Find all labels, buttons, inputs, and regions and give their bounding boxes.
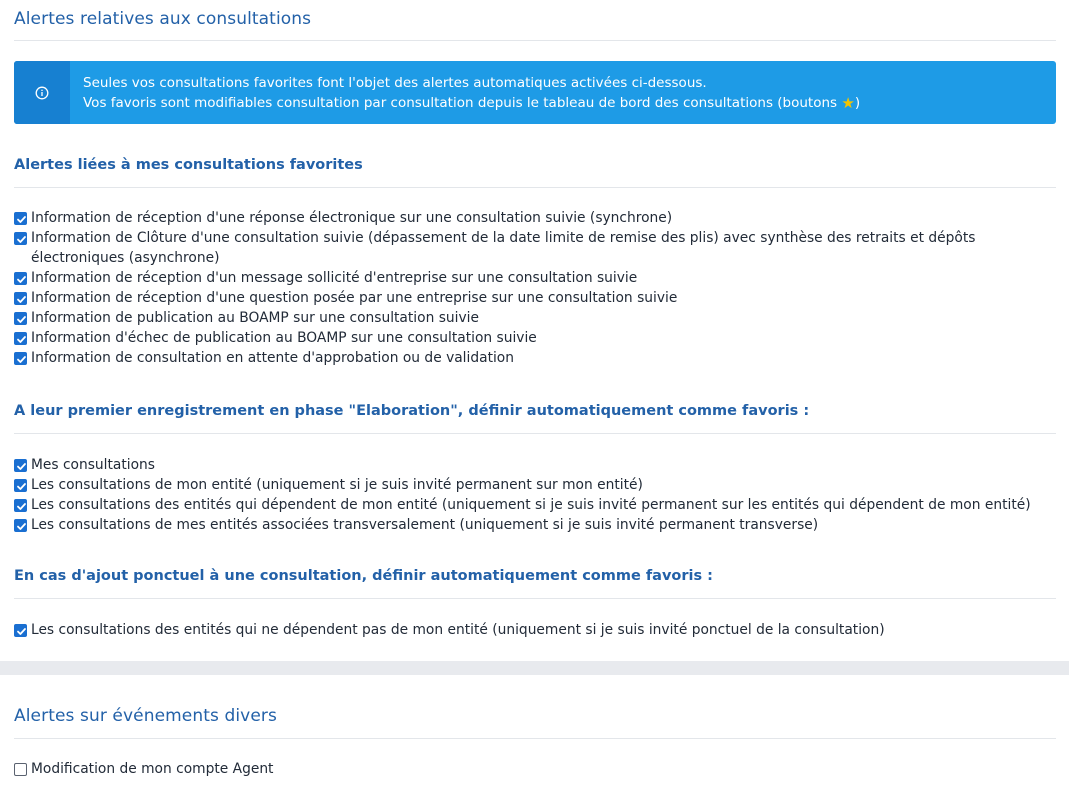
- checkmark-icon: [16, 234, 27, 245]
- checkbox-label[interactable]: Information de réception d'une question posée par une entreprise sur une consultation suivie: [31, 290, 678, 306]
- checkbox-label[interactable]: Les consultations de mes entités associées transversalement (uniquement si je suis invité permanent transverse): [31, 517, 819, 533]
- checkbox-label[interactable]: Les consultations des entités qui dépendent de mon entité (uniquement si je suis invité permanent sur les entités qui dépendent de mon entité): [31, 497, 1031, 513]
- favorites-alerts-list: [14, 208, 1056, 368]
- checkmark-icon: [16, 274, 27, 285]
- checkbox-label[interactable]: Modification de mon compte Agent: [31, 761, 274, 777]
- checkbox-option[interactable]: [14, 455, 1056, 475]
- checkmark-icon: [16, 314, 27, 325]
- info-alert: [14, 61, 1056, 124]
- checkmark-icon: [16, 354, 27, 365]
- checkbox-checked[interactable]: [14, 459, 27, 472]
- checkbox-option[interactable]: [14, 328, 1056, 348]
- checkbox-label[interactable]: Information de consultation en attente d'approbation ou de validation: [31, 350, 514, 366]
- checkmark-icon: [16, 294, 27, 305]
- checkbox-option[interactable]: [14, 308, 1056, 328]
- checkbox-option[interactable]: [14, 475, 1056, 495]
- checkbox-option[interactable]: [14, 495, 1056, 515]
- divider: [14, 187, 1056, 188]
- checkmark-icon: [16, 521, 27, 532]
- checkbox-checked[interactable]: [14, 332, 27, 345]
- checkbox-checked[interactable]: [14, 292, 27, 305]
- checkbox-option[interactable]: [14, 208, 1056, 228]
- info-icon-box: [14, 61, 70, 124]
- first-registration-title: A leur premier enregistrement en phase "Elaboration", définir automatiquement comme favoris :: [14, 403, 810, 419]
- misc-alerts-panel: [0, 675, 1069, 794]
- checkbox-checked[interactable]: [14, 312, 27, 325]
- divider: [14, 598, 1056, 599]
- info-icon: [35, 86, 49, 100]
- first-registration-list: [14, 455, 1056, 535]
- checkbox-option[interactable]: [14, 515, 1056, 535]
- divider: [14, 738, 1056, 739]
- misc-alerts-list: [14, 759, 1056, 779]
- section-title-misc-events: Alertes sur événements divers: [14, 706, 277, 726]
- checkbox-label[interactable]: Mes consultations: [31, 457, 155, 473]
- checkbox-checked[interactable]: [14, 479, 27, 492]
- checkmark-icon: [16, 481, 27, 492]
- checkbox-checked[interactable]: [14, 272, 27, 285]
- checkbox-checked[interactable]: [14, 499, 27, 512]
- checkbox-checked[interactable]: [14, 212, 27, 225]
- alert-line-2: [83, 93, 860, 113]
- occasional-title: En cas d'ajout ponctuel à une consultation, définir automatiquement comme favoris :: [14, 568, 713, 584]
- checkbox-checked[interactable]: [14, 352, 27, 365]
- alert-message: [83, 73, 860, 113]
- star-icon: ★: [841, 94, 855, 112]
- divider: [14, 40, 1056, 41]
- occasional-list: [14, 620, 1056, 640]
- section-title-consultations: Alertes relatives aux consultations: [14, 9, 312, 29]
- checkbox-label[interactable]: Les consultations de mon entité (uniquement si je suis invité permanent sur mon entité): [31, 477, 643, 493]
- checkbox-label[interactable]: Information de Clôture d'une consultation suivie (dépassement de la date limite de remise des plis) avec synthèse des retraits et dépôts électroniques (asynchrone): [31, 230, 976, 266]
- checkbox-label[interactable]: Information de publication au BOAMP sur une consultation suivie: [31, 310, 479, 326]
- checkbox-option[interactable]: [14, 268, 1056, 288]
- checkbox-label[interactable]: Les consultations des entités qui ne dépendent pas de mon entité (uniquement si je suis invité ponctuel de la consultation): [31, 622, 885, 638]
- checkbox-unchecked[interactable]: [14, 763, 27, 776]
- favorites-alerts-title: Alertes liées à mes consultations favorites: [14, 157, 363, 173]
- alert-line-1: Seules vos consultations favorites font l'objet des alertes automatiques activées ci-dessous.: [83, 75, 707, 91]
- checkmark-icon: [16, 334, 27, 345]
- alert-line-2-text: Vos favoris sont modifiables consultation par consultation depuis le tableau de bord des consultations (boutons: [83, 95, 842, 111]
- checkbox-checked[interactable]: [14, 232, 27, 245]
- checkbox-option[interactable]: [14, 348, 1056, 368]
- checkbox-checked[interactable]: [14, 624, 27, 637]
- checkmark-icon: [16, 626, 27, 637]
- checkbox-option[interactable]: [14, 288, 1056, 308]
- panel-separator: [0, 661, 1069, 675]
- checkbox-label[interactable]: Information de réception d'une réponse électronique sur une consultation suivie (synchrone): [31, 210, 673, 226]
- checkbox-option[interactable]: [14, 759, 1056, 779]
- checkbox-option[interactable]: [14, 620, 1056, 640]
- divider: [14, 433, 1056, 434]
- checkbox-checked[interactable]: [14, 519, 27, 532]
- checkmark-icon: [16, 214, 27, 225]
- checkmark-icon: [16, 461, 27, 472]
- alert-line-2-suffix: ): [854, 95, 861, 111]
- checkmark-icon: [16, 501, 27, 512]
- checkbox-label[interactable]: Information de réception d'un message sollicité d'entreprise sur une consultation suivie: [31, 270, 638, 286]
- checkbox-label[interactable]: Information d'échec de publication au BOAMP sur une consultation suivie: [31, 330, 537, 346]
- checkbox-option[interactable]: [14, 228, 1056, 268]
